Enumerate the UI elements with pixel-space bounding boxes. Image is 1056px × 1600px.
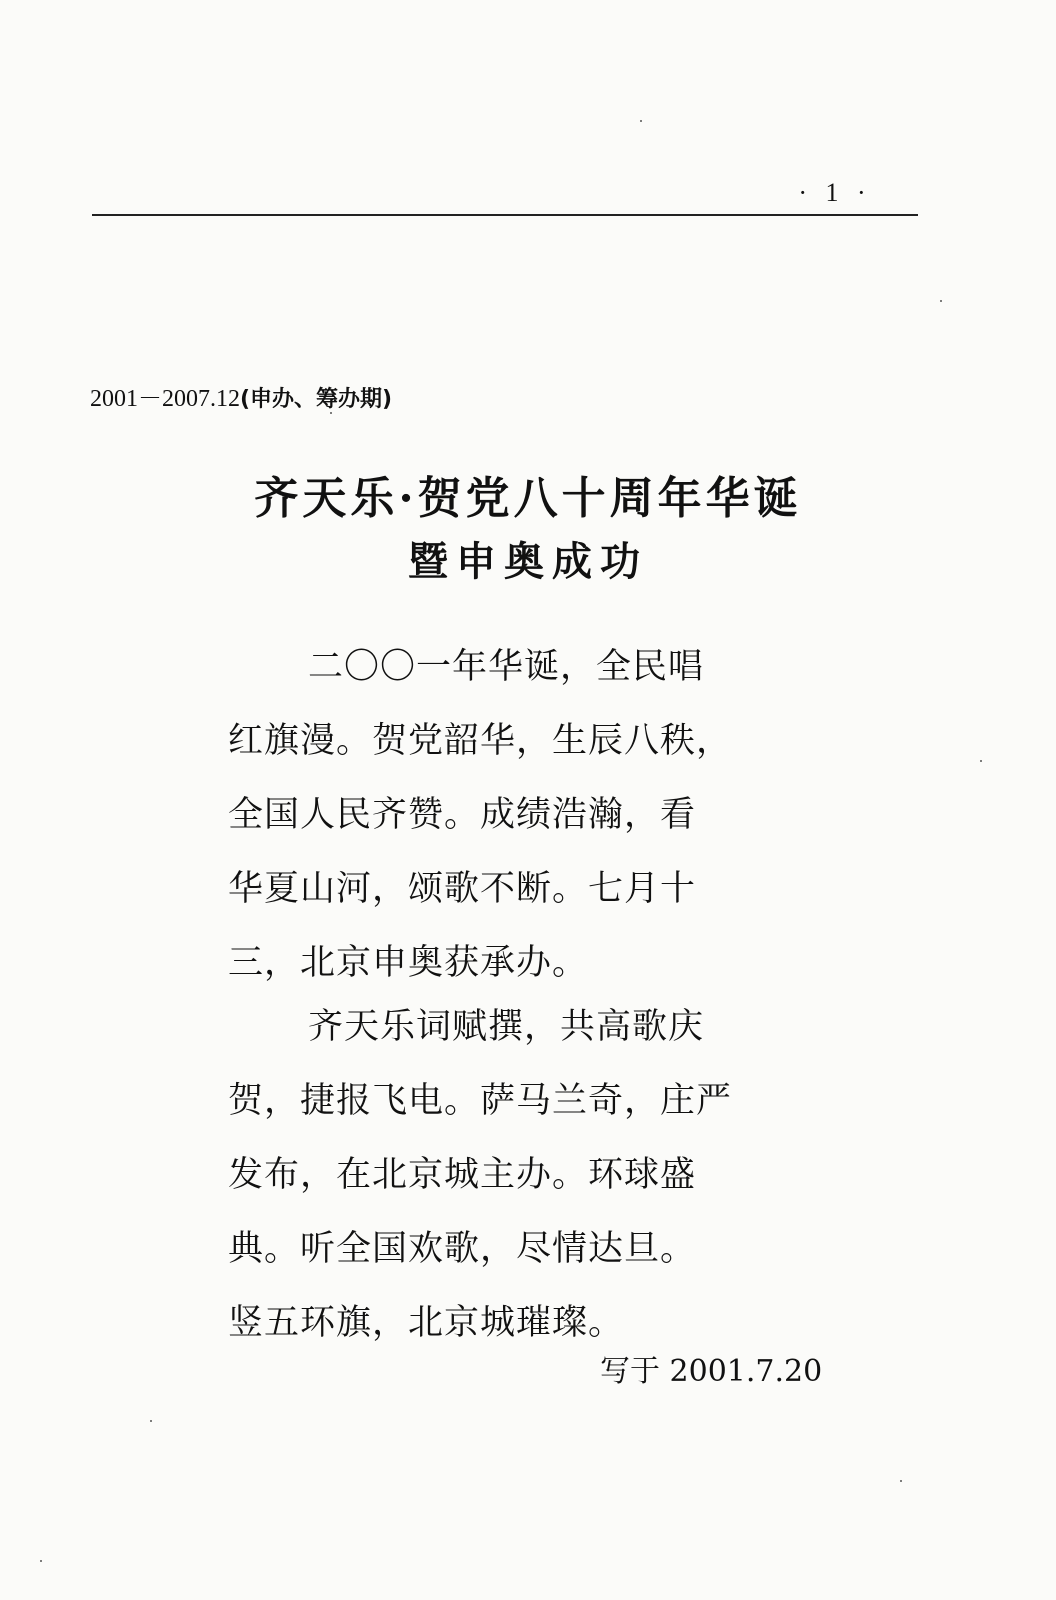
signature-date: 写于 2001.7.20 <box>600 1354 823 1389</box>
poem-line: 红旗漫。贺党韶华，生辰八秩， <box>228 721 733 761</box>
poem-line: 三，北京申奥获承办。 <box>228 943 589 983</box>
scan-speck <box>940 300 942 302</box>
poem-title: 齐天乐·贺党八十周年华诞 <box>254 473 802 524</box>
poem-line: 全国人民齐赞。成绩浩瀚，看 <box>228 795 697 835</box>
scan-speck <box>640 120 642 122</box>
period-label <box>90 378 392 413</box>
poem-line: 典。听全国欢歌，尽情达旦。 <box>228 1229 697 1269</box>
poem-line: 发布，在北京城主办。环球盛 <box>228 1155 697 1195</box>
period-note: (申办、筹办期) <box>240 387 393 412</box>
poem-line: 贺，捷报飞电。萨马兰奇，庄严 <box>228 1081 733 1121</box>
poem-subtitle: 暨申奥成功 <box>408 538 648 585</box>
poem-line: 齐天乐词赋撰，共高歌庆 <box>308 1007 705 1047</box>
scan-speck <box>980 760 982 762</box>
scan-speck <box>900 1480 902 1482</box>
poem-line: 华夏山河，颂歌不断。七月十 <box>228 869 697 909</box>
scan-speck <box>40 1560 42 1562</box>
period-dates: 2001－2007.12 <box>90 386 240 412</box>
poem-stanza-2 <box>228 990 788 1360</box>
page-number: · 1 · <box>798 178 872 207</box>
header-rule <box>92 214 918 216</box>
poem-line: 二〇〇一年华诞，全民唱 <box>308 647 705 687</box>
poem-line: 竖五环旗，北京城璀璨。 <box>228 1303 625 1343</box>
scan-speck <box>150 1420 152 1422</box>
scan-speck <box>330 412 332 414</box>
poem-stanza-1 <box>228 630 788 1000</box>
